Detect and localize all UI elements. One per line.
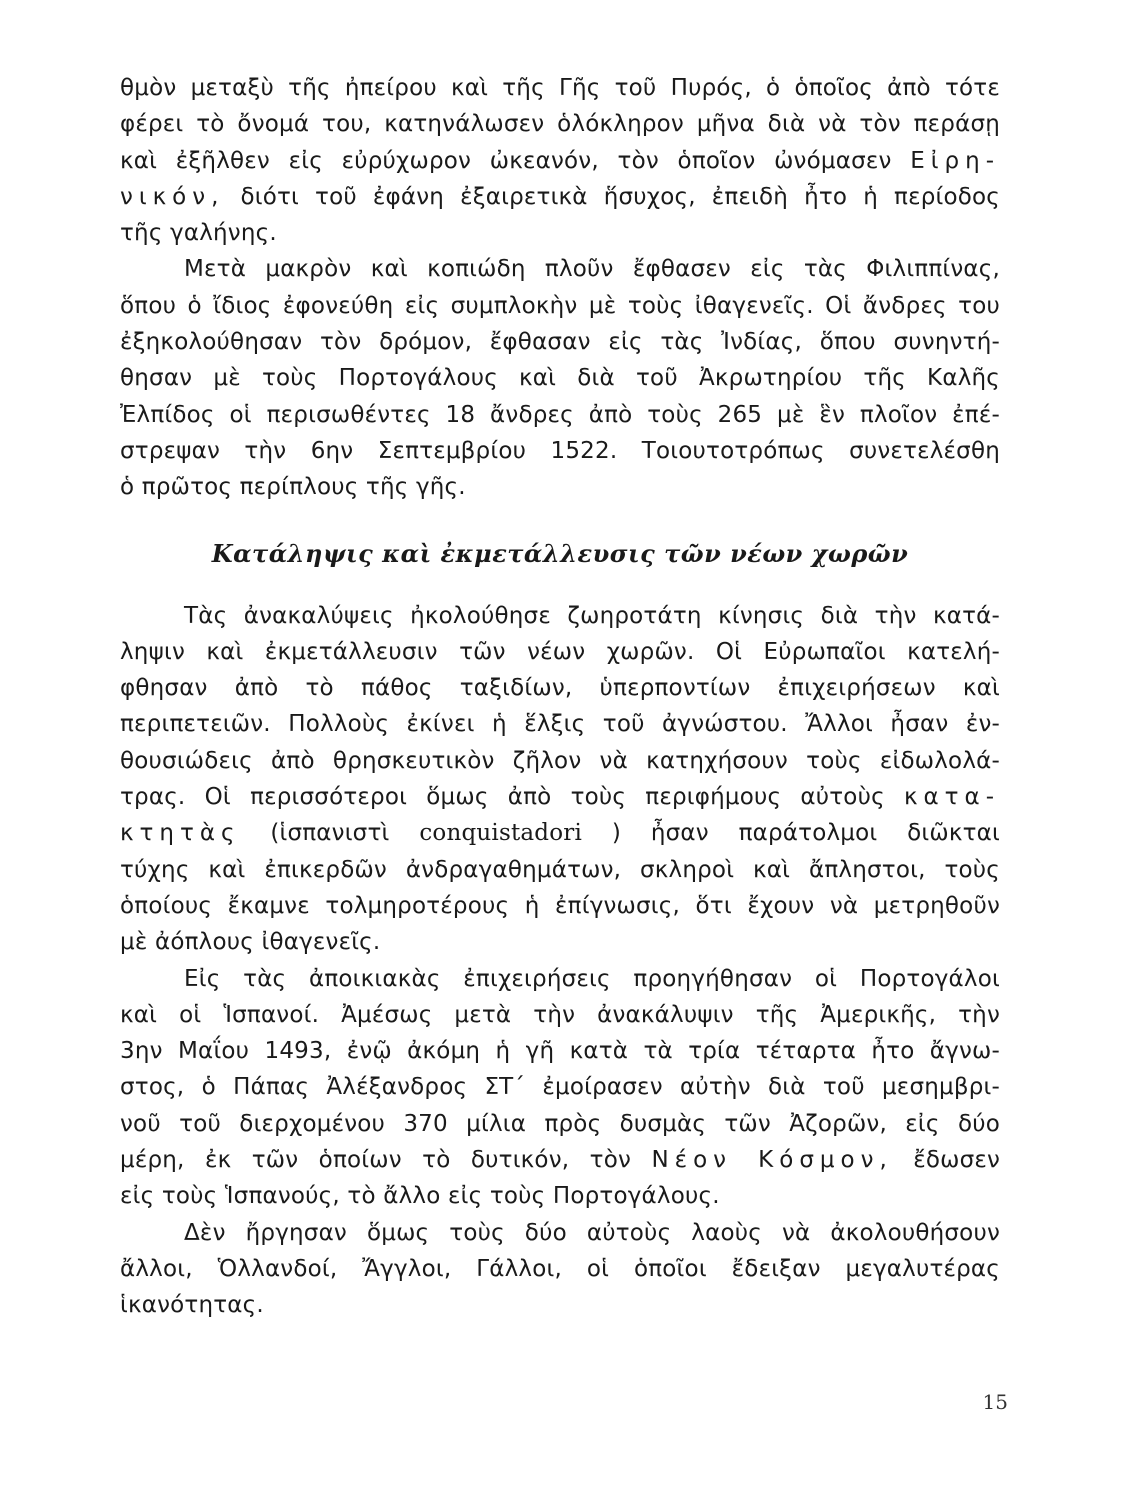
text-line: ἄλλοι, Ὁλλανδοί, Ἄγγλοι, Γάλλοι, οἱ ὁποῖοι ἔδειξαν μεγαλυτέρας: [120, 1255, 1000, 1282]
text-line: Μετὰ μακρὸν καὶ κοπιώδη πλοῦν ἔφθασεν εἰς τὰς Φιλιππίνας,: [184, 256, 1000, 283]
text-line: Εἰς τὰς ἀποικιακὰς ἐπιχειρήσεις προηγήθησαν οἱ Πορτογάλοι: [184, 965, 1000, 992]
text-line: ὅπου ὁ ἴδιος ἐφονεύθη εἰς συμπλοκὴν μὲ τοὺς ἰθαγενεῖς. Οἱ ἄνδρες του: [120, 292, 1000, 319]
text-line: θουσιώδεις ἀπὸ θρησκευτικὸν ζῆλον νὰ κατηχήσουν τοὺς εἰδωλολά-: [120, 747, 1000, 774]
text-line: Ἐλπίδος οἱ περισωθέντες 18 ἄνδρες ἀπὸ τοὺς 265 μὲ ἓν πλοῖον ἐπέ-: [120, 401, 1000, 428]
paragraph-1: [120, 70, 1000, 251]
latin-term: conquistadori: [419, 820, 583, 847]
text-line: 3ην Μαΐου 1493, ἐνῷ ἀκόμη ἡ γῆ κατὰ τὰ τρία τέταρτα ἦτο ἄγνω-: [120, 1038, 1000, 1065]
text-line: ληψιν καὶ ἐκμετάλλευσιν τῶν νέων χωρῶν. Οἱ Εὐρωπαῖοι κατελή-: [120, 638, 1000, 665]
text-line: Τὰς ἀνακαλύψεις ἠκολούθησε ζωηροτάτη κίνησις διὰ τὴν κατά-: [184, 602, 1000, 629]
text-line: εἰς τοὺς Ἱσπανούς, τὸ ἄλλο εἰς τοὺς Πορτογάλους.: [120, 1183, 720, 1210]
text-line: φθησαν ἀπὸ τὸ πάθος ταξιδίων, ὑπερποντίων ἐπιχειρήσεων καὶ: [120, 675, 1000, 702]
emphasis-text: κατα-: [903, 784, 1000, 811]
text-line: φέρει τὸ ὄνομά του, κατηνάλωσεν ὁλόκληρον μῆνα διὰ νὰ τὸν περάσῃ: [120, 111, 1000, 138]
emphasis-text: κτητὰς: [120, 820, 241, 847]
text-line: ὁποίους ἔκαμνε τολμηροτέρους ἡ ἐπίγνωσις, ὅτι ἔχουν νὰ μετρηθοῦν: [120, 892, 1000, 919]
text-line: κτητὰς (ἱσπανιστὶ conquistadori ) ἦσαν παράτολμοι διῶκται: [120, 820, 1001, 847]
text-line: στρεψαν τὴν 6ην Σεπτεμβρίου 1522. Τοιουτοτρόπως συνετελέσθη: [120, 437, 1000, 464]
section-heading: Κατάληψις καὶ ἐκμετάλλευσις τῶν νέων χωρῶν: [211, 538, 909, 568]
text-column: [120, 70, 1000, 1324]
text-line: Δὲν ἤργησαν ὅμως τοὺς δύο αὐτοὺς λαοὺς νὰ ἀκολουθήσουν: [184, 1219, 1000, 1246]
paragraph-4: [120, 961, 1000, 1215]
text-line: μὲ ἀόπλους ἰθαγενεῖς.: [120, 929, 381, 956]
paragraph-3: [120, 598, 1000, 961]
text-line: μέρη, ἐκ τῶν ὁποίων τὸ δυτικόν, τὸν Νέον Κόσμον, ἔδωσεν: [120, 1147, 1001, 1174]
text-line: ἐξηκολούθησαν τὸν δρόμον, ἔφθασαν εἰς τὰς Ἰνδίας, ὅπου συνηντή-: [120, 329, 1000, 356]
text-line: νοῦ τοῦ διερχομένου 370 μίλια πρὸς δυσμὰς τῶν Ἀζορῶν, εἰς δύο: [120, 1110, 1000, 1137]
page-number: 15: [982, 1390, 1008, 1414]
text-line: ἱκανότητας.: [120, 1292, 264, 1319]
text-line: καὶ ἐξῆλθεν εἰς εὐρύχωρον ὠκεανόν, τὸν ὁποῖον ὠνόμασεν Εἰρη-: [120, 147, 1000, 174]
text-line: περιπετειῶν. Πολλοὺς ἐκίνει ἡ ἕλξις τοῦ ἀγνώστου. Ἄλλοι ἦσαν ἐν-: [120, 711, 1000, 738]
text-line: ὁ πρῶτος περίπλους τῆς γῆς.: [120, 474, 466, 501]
text-line: τρας. Οἱ περισσότεροι ὅμως ἀπὸ τοὺς περιφήμους αὐτοὺς κατα-: [120, 784, 1000, 811]
text-line: νικόν, διότι τοῦ ἐφάνη ἐξαιρετικὰ ἥσυχος, ἐπειδὴ ἦτο ἡ περίοδος: [120, 183, 1000, 210]
text-line: τῆς γαλήνης.: [120, 220, 277, 247]
text-line: στος, ὁ Πάπας Ἀλέξανδρος ΣΤ΄ ἐμοίρασεν αὐτὴν διὰ τοῦ μεσημβρι-: [120, 1074, 1000, 1101]
emphasis-text: νικόν,: [120, 183, 225, 210]
emphasis-text: Εἰρη-: [910, 147, 1000, 174]
text-line: θμὸν μεταξὺ τῆς ἠπείρου καὶ τῆς Γῆς τοῦ Πυρός, ὁ ὁποῖος ἀπὸ τότε: [120, 75, 1000, 101]
paragraph-2: [120, 251, 1000, 505]
text-line: καὶ οἱ Ἱσπανοί. Ἀμέσως μετὰ τὴν ἀνακάλυψιν τῆς Ἀμερικῆς, τὴν: [120, 1001, 1000, 1028]
text-line: τύχης καὶ ἐπικερδῶν ἀνδραγαθημάτων, σκληροὶ καὶ ἄπληστοι, τοὺς: [120, 856, 1000, 883]
emphasis-text: Νέον Κόσμον,: [651, 1147, 893, 1174]
paragraph-5: [120, 1215, 1000, 1324]
text-line: θησαν μὲ τοὺς Πορτογάλους καὶ διὰ τοῦ Ἀκρωτηρίου τῆς Καλῆς: [120, 365, 1000, 392]
